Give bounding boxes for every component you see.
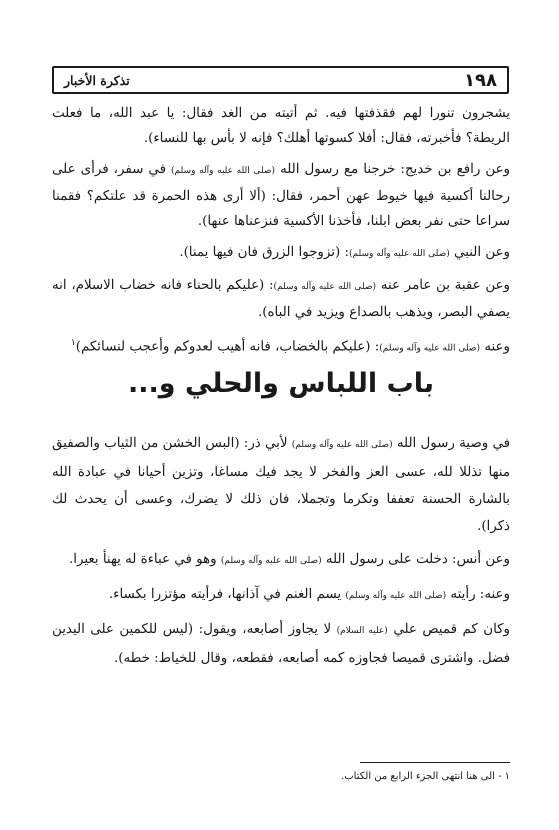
salutation: (عليه السلام): [336, 626, 388, 636]
paragraph-text: لا يجاوز أصابعه، ويقول: (ليس للكمين على اليدين فضل. واشترى قميصا فجاوزه كمه أصابعه، فقطعه، وقال للخياط: خطه).: [52, 622, 510, 666]
salutation: (صلى الله عليه وآله وسلم): [291, 440, 393, 450]
salutation: (صلى الله عليه وآله وسلم): [220, 556, 322, 566]
paragraph: [52, 331, 510, 361]
footnote: ١ - الى هنا انتهى الجزء الرابع من الكتاب.: [341, 771, 510, 782]
footnote-divider: [360, 762, 510, 763]
paragraph: [52, 273, 510, 325]
paragraph-text: لأبي ذر: (البس الخشن من الثياب والصفيق منها تذللا لله، عسى العز والفخر لا يجد فيك مساغا، وتزين أحيانا في عبادة الله بالشارة الحسنة تعففا وتكرما وتجملا، فان ذلك لا يضرك، وعسى أن يحدث لك ذكرا).: [52, 436, 510, 534]
paragraph-text: : (عليكم بالحناء فانه خضاب الاسلام، انه يصفي البصر، ويذهب بالصداع ويزيد في الباه).: [52, 278, 510, 320]
running-title: تذكرة الأخبار: [64, 72, 130, 88]
salutation: (صلى الله عليه وآله وسلم): [379, 343, 481, 354]
page-header: [52, 66, 509, 94]
paragraph-text: : (تزوجوا الزرق فان فيها يمنا).: [179, 245, 349, 260]
paragraph-text: وعنه: [480, 339, 510, 355]
paragraph: [52, 101, 510, 151]
paragraph: [52, 157, 510, 234]
salutation: (صلى الله عليه وآله وسلم): [273, 282, 377, 292]
paragraph-text: : (عليكم بالخضاب، فانه أهيب لعدوكم وأعجب لنسائكم): [75, 339, 380, 355]
paragraph-text: يشجرون تنورا لهم فقذفتها فيه. ثم أتيته من الغد فقال: يا عبد الله، ما فعلت الريطة؟ فأخبرته، فقال: أفلا كسوتها أهلك؟ فإنه لا بأس بها للنساء).: [52, 106, 510, 146]
text-block-1: [52, 101, 510, 361]
paragraph-text: يسم الغنم في آذانها، فرأيته مؤتزرا بكساء.: [108, 587, 346, 602]
paragraph: [52, 240, 510, 267]
paragraph-text: وعن أنس: دخلت على رسول الله: [321, 552, 510, 567]
paragraph-text: في وصية رسول الله: [392, 436, 511, 451]
paragraph: [52, 616, 510, 672]
paragraph-text: وعن عقبة بن عامر عنه: [376, 278, 510, 293]
salutation: (صلى الله عليه وآله وسلم): [171, 166, 276, 176]
text-block-2: [52, 430, 510, 672]
paragraph-text: في سفر، فرأى على رحالنا أكسية فيها خيوط عهن أحمر، فقال: (ألا أرى هذه الحمرة قد علتكم؟ فقمنا سراعا حتى نفر بعض ابلنا، فأخذنا الأكسية فنزعناها عنها).: [52, 162, 510, 229]
paragraph-text: وعنه: رأيته: [446, 587, 510, 602]
page-number: ١٩٨: [464, 69, 497, 91]
paragraph: [52, 430, 510, 540]
paragraph: [52, 546, 510, 575]
paragraph-text: وهو في عباءة له يهنأ بعيرا.: [68, 552, 221, 567]
salutation: (صلى الله عليه وآله وسلم): [345, 591, 447, 601]
section-heading: باب اللباس والحلي و...: [128, 368, 434, 399]
paragraph: [52, 581, 510, 610]
footnote-marker[interactable]: ١: [70, 338, 76, 348]
paragraph-text: وكان كم قميص علي: [387, 622, 510, 637]
paragraph-text: وعن النبي: [449, 245, 510, 260]
paragraph-text: وعن رافع بن خديج: خرجنا مع رسول الله: [275, 162, 510, 177]
salutation: (صلى الله عليه وآله وسلم): [348, 249, 450, 259]
